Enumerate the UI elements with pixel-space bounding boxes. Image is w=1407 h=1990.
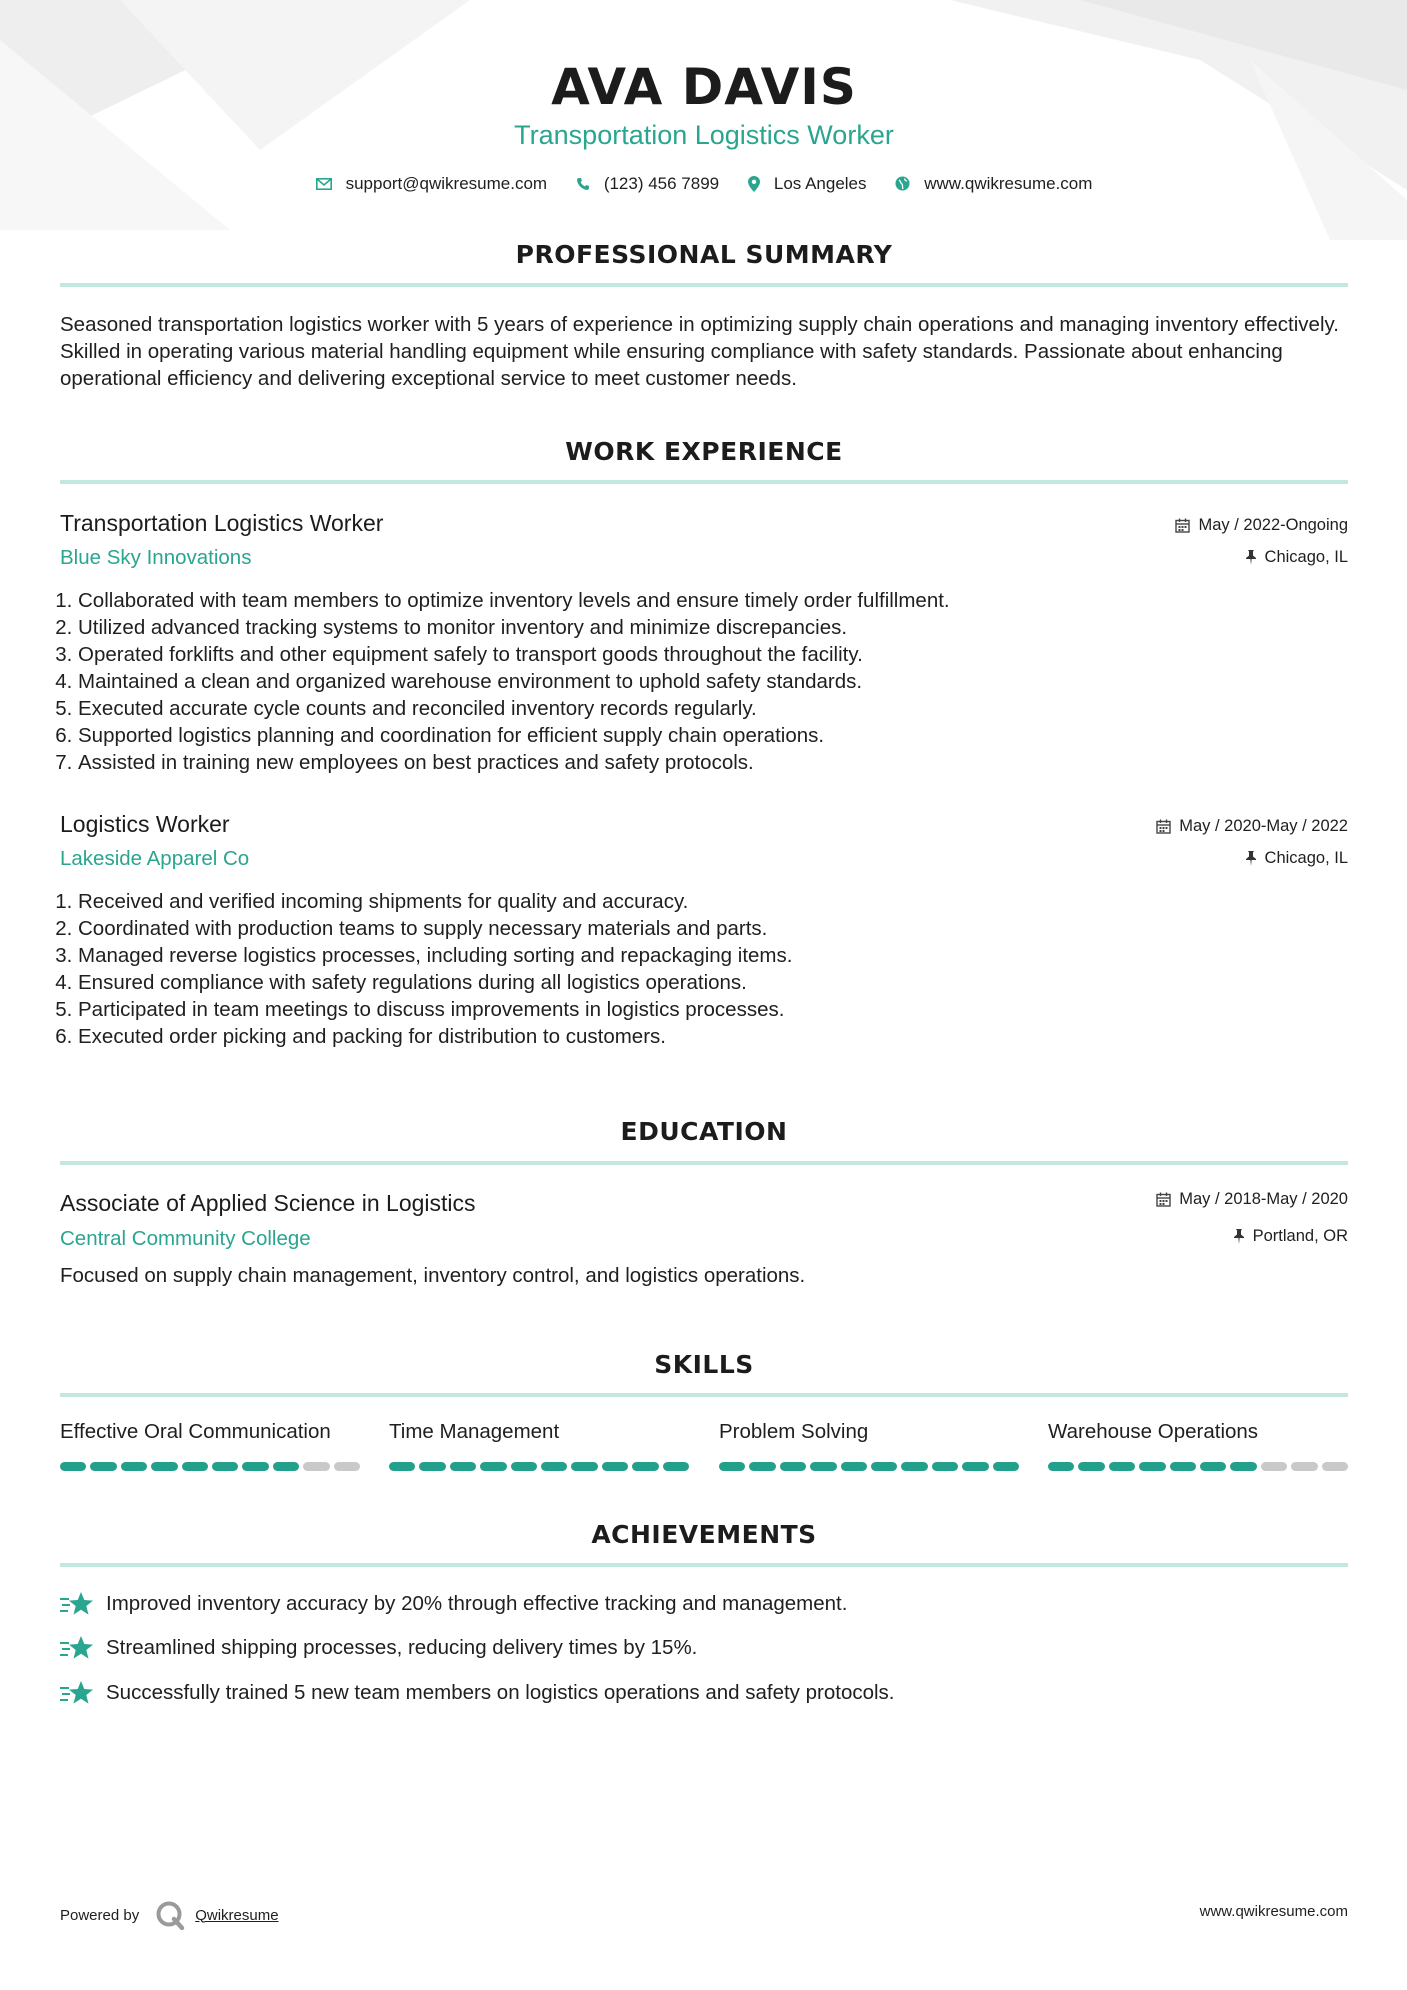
phone-icon	[576, 177, 590, 191]
star-icon	[60, 1635, 94, 1661]
company-name: Lakeside Apparel Co	[60, 847, 250, 870]
skill-segment-empty	[334, 1462, 360, 1471]
skill-segment-filled	[780, 1462, 806, 1471]
skill-segment-filled	[541, 1462, 567, 1471]
skills-heading: SKILLS	[654, 1350, 754, 1379]
achievement-text: Streamlined shipping processes, reducing delivery times by 15%.	[106, 1636, 698, 1659]
skill-segment-empty	[1261, 1462, 1287, 1471]
pushpin-icon	[1245, 851, 1257, 866]
calendar-icon	[1156, 1192, 1171, 1207]
calendar-icon	[1156, 819, 1171, 834]
qwikresume-logo-icon	[155, 1900, 185, 1930]
job-location	[1245, 849, 1348, 868]
experience-divider	[60, 480, 1348, 484]
skill-segment-filled	[121, 1462, 147, 1471]
candidate-role: Transportation Logistics Worker	[514, 120, 894, 150]
location-text: Los Angeles	[773, 173, 867, 193]
job-dates-text: May / 2020-May / 2022	[1179, 817, 1348, 835]
job-location-text: Chicago, IL	[1264, 849, 1348, 867]
skill-segment-filled	[871, 1462, 897, 1471]
school-name: Central Community College	[60, 1227, 311, 1250]
list-item: 2. Utilized advanced tracking systems to monitor inventory and minimize discrepancies.	[78, 614, 1348, 641]
phone-text: (123) 456 7899	[603, 173, 720, 193]
achievement-text: Successfully trained 5 new team members on logistics operations and safety protocols.	[106, 1681, 895, 1704]
skill-name: Effective Oral Communication	[60, 1420, 331, 1443]
skill-segment-filled	[90, 1462, 116, 1471]
skill-segment-filled	[749, 1462, 775, 1471]
contact-phone[interactable]	[576, 174, 719, 194]
education-location-text: Portland, OR	[1252, 1227, 1348, 1245]
footer	[60, 1900, 1348, 1940]
powered-by-label: Powered by	[60, 1906, 140, 1924]
education-divider	[60, 1161, 1348, 1165]
list-item: 7. Assisted in training new employees on best practices and safety protocols.	[78, 749, 1348, 776]
education-description: Focused on supply chain management, inventory control, and logistics operations.	[60, 1264, 806, 1287]
pushpin-icon	[1245, 550, 1257, 565]
list-item: 4. Maintained a clean and organized warehouse environment to uphold safety standards.	[78, 668, 1348, 695]
job-title: Logistics Worker	[60, 811, 230, 837]
skill-segment-empty	[1291, 1462, 1317, 1471]
powered-by	[60, 1900, 279, 1930]
list-item: 4. Ensured compliance with safety regulations during all logistics operations.	[78, 969, 1348, 996]
job-dates	[1175, 516, 1348, 535]
skill-segment-filled	[663, 1462, 689, 1471]
skill-segment-filled	[389, 1462, 415, 1471]
skill-segment-empty	[303, 1462, 329, 1471]
company-name: Blue Sky Innovations	[60, 546, 252, 569]
skill-level-bar	[389, 1462, 689, 1471]
job-location	[1245, 548, 1348, 567]
skill-segment-filled	[1139, 1462, 1165, 1471]
skill-segment-filled	[151, 1462, 177, 1471]
skill-segment-filled	[1170, 1462, 1196, 1471]
skill-segment-filled	[841, 1462, 867, 1471]
job-location-text: Chicago, IL	[1264, 548, 1348, 566]
achievements-divider	[60, 1563, 1348, 1567]
skill-item	[60, 1420, 360, 1444]
skill-segment-filled	[212, 1462, 238, 1471]
skill-segment-filled	[273, 1462, 299, 1471]
contact-email[interactable]	[316, 174, 548, 194]
skill-segment-filled	[60, 1462, 86, 1471]
job-title: Transportation Logistics Worker	[60, 510, 384, 536]
skill-segment-filled	[419, 1462, 445, 1471]
pushpin-icon	[1233, 1229, 1245, 1244]
skill-item	[719, 1420, 1019, 1444]
star-icon	[60, 1680, 94, 1706]
experience-heading: WORK EXPERIENCE	[565, 437, 843, 466]
list-item: 3. Managed reverse logistics processes, including sorting and repackaging items.	[78, 942, 1348, 969]
list-item: 1. Collaborated with team members to optimize inventory levels and ensure timely order fulfillment.	[78, 587, 1348, 614]
skill-level-bar	[1048, 1462, 1348, 1471]
skills-divider	[60, 1393, 1348, 1397]
skill-segment-filled	[993, 1462, 1019, 1471]
education-dates	[1156, 1190, 1348, 1209]
contact-website[interactable]	[895, 174, 1092, 194]
list-item: 5. Participated in team meetings to discuss improvements in logistics processes.	[78, 996, 1348, 1023]
skill-segment-filled	[511, 1462, 537, 1471]
star-icon	[60, 1591, 94, 1617]
skill-segment-filled	[571, 1462, 597, 1471]
achievements-heading: ACHIEVEMENTS	[591, 1520, 817, 1549]
list-item: 6. Executed order picking and packing for distribution to customers.	[78, 1023, 1348, 1050]
list-item: 2. Coordinated with production teams to supply necessary materials and parts.	[78, 915, 1348, 942]
qwikresume-link[interactable]: Qwikresume	[195, 1906, 279, 1924]
job-dates	[1156, 817, 1348, 836]
job-bullets	[48, 888, 1348, 1050]
skill-item	[389, 1420, 689, 1444]
achievement-text: Improved inventory accuracy by 20% through effective tracking and management.	[106, 1592, 848, 1615]
list-item: 6. Supported logistics planning and coordination for efficient supply chain operations.	[78, 722, 1348, 749]
website-text: www.qwikresume.com	[924, 173, 1093, 193]
skill-segment-filled	[182, 1462, 208, 1471]
skill-name: Warehouse Operations	[1048, 1420, 1259, 1443]
summary-text: Seasoned transportation logistics worker with 5 years of experience in optimizing supply chain operations and managing inventory effectively. Skilled in operating various material handling equipment while ensuring compliance with safety standards. Passionate about enhancing operational efficiency and delivering exceptional service to meet customer needs.	[60, 313, 1339, 390]
skill-segment-filled	[602, 1462, 628, 1471]
skill-segment-filled	[932, 1462, 958, 1471]
skill-item	[1048, 1420, 1348, 1444]
education-heading: EDUCATION	[620, 1117, 788, 1146]
contact-bar	[60, 173, 1348, 194]
skill-segment-filled	[1230, 1462, 1256, 1471]
list-item: 5. Executed accurate cycle counts and reconciled inventory records regularly.	[78, 695, 1348, 722]
map-pin-icon	[748, 176, 760, 192]
achievement-item	[60, 1591, 1348, 1617]
skill-segment-filled	[810, 1462, 836, 1471]
list-item: 3. Operated forklifts and other equipment safely to transport goods throughout the facility.	[78, 641, 1348, 668]
summary-divider	[60, 283, 1348, 287]
candidate-name: AVA DAVIS	[551, 58, 857, 116]
list-item: 1. Received and verified incoming shipments for quality and accuracy.	[78, 888, 1348, 915]
skill-level-bar	[719, 1462, 1019, 1471]
skill-segment-filled	[242, 1462, 268, 1471]
job-dates-text: May / 2022-Ongoing	[1198, 516, 1348, 534]
footer-url[interactable]: www.qwikresume.com	[1199, 1903, 1348, 1920]
skill-segment-filled	[1109, 1462, 1135, 1471]
skill-segment-filled	[1200, 1462, 1226, 1471]
job-bullets	[48, 587, 1348, 776]
globe-icon	[895, 176, 910, 191]
education-location	[1233, 1227, 1348, 1246]
skill-segment-filled	[480, 1462, 506, 1471]
calendar-icon	[1175, 518, 1190, 533]
summary-heading: PROFESSIONAL SUMMARY	[515, 240, 893, 269]
skill-segment-filled	[450, 1462, 476, 1471]
envelope-icon	[316, 178, 332, 190]
achievement-item	[60, 1635, 1348, 1661]
achievement-item	[60, 1680, 1348, 1706]
skill-name: Time Management	[389, 1420, 560, 1443]
skill-segment-filled	[632, 1462, 658, 1471]
contact-location	[748, 174, 867, 194]
email-text: support@qwikresume.com	[345, 173, 548, 193]
skill-level-bar	[60, 1462, 360, 1471]
skill-segment-filled	[719, 1462, 745, 1471]
skill-segment-filled	[901, 1462, 927, 1471]
degree-title: Associate of Applied Science in Logistics	[60, 1190, 476, 1216]
skill-segment-filled	[962, 1462, 988, 1471]
skill-segment-empty	[1322, 1462, 1348, 1471]
education-dates-text: May / 2018-May / 2020	[1179, 1190, 1348, 1208]
skill-name: Problem Solving	[719, 1420, 869, 1443]
skill-segment-filled	[1078, 1462, 1104, 1471]
skill-segment-filled	[1048, 1462, 1074, 1471]
